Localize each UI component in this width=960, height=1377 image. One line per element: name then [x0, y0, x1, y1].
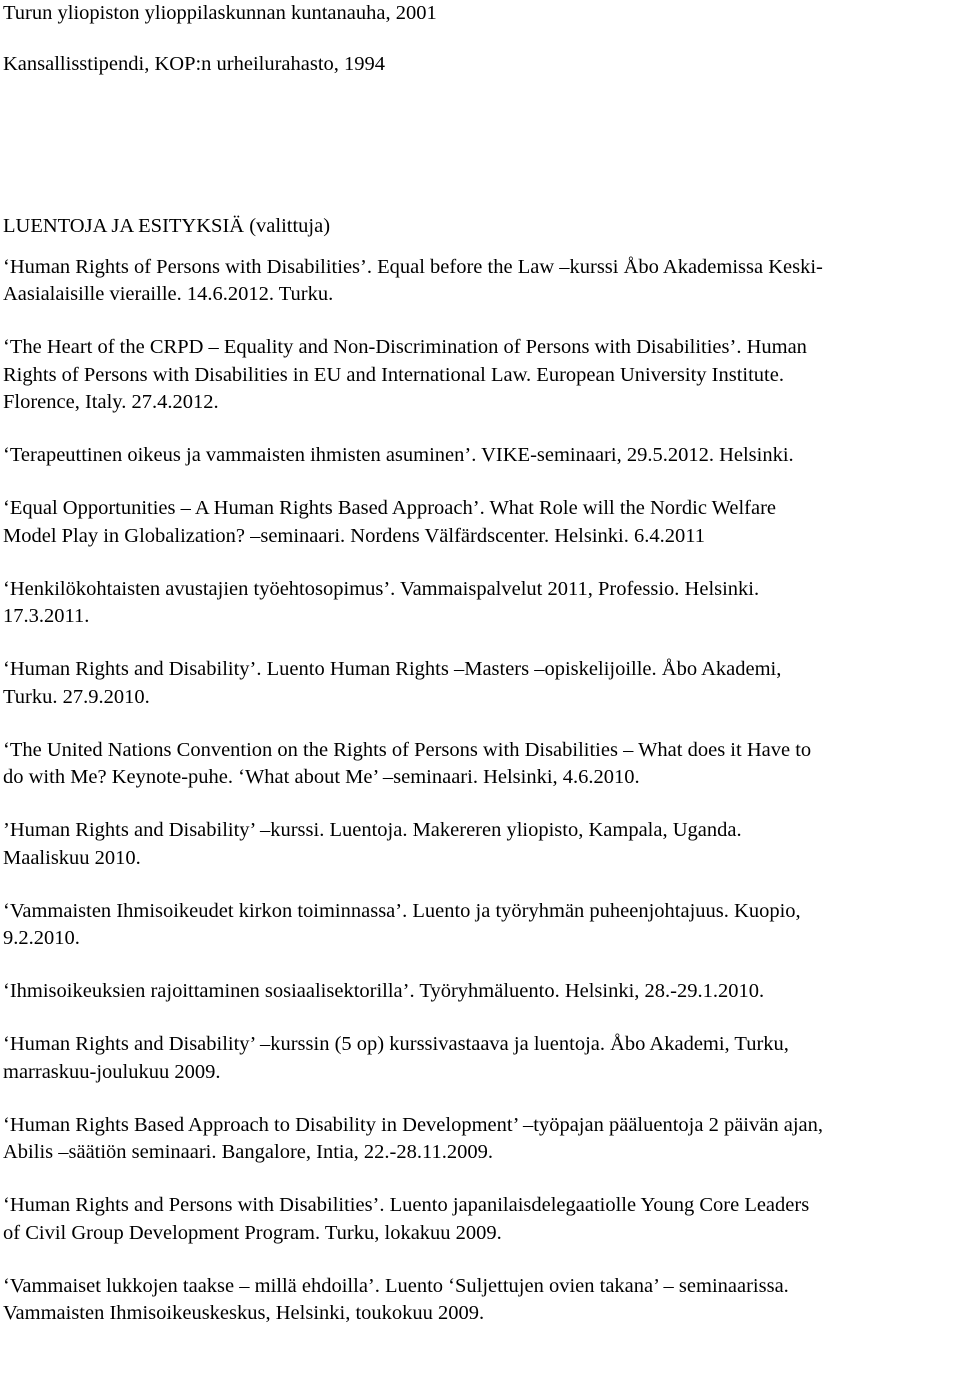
entry-line: ‘Vammaiset lukkojen taakse – millä ehdoilla’. Luento ‘Suljettujen ovien takana’ – seminaarissa.: [3, 1274, 789, 1297]
entry-line: ‘Human Rights Based Approach to Disability in Development’ –työpajan pääluentoja 2 päivän ajan,: [3, 1113, 823, 1136]
lecture-entry: [3, 495, 958, 550]
lecture-entry: [3, 1031, 958, 1086]
document-page: [3, 0, 958, 1353]
entry-line: Model Play in Globalization? –seminaari. Nordens Välfärdscenter. Helsinki. 6.4.2011: [3, 524, 705, 547]
award-line: Turun yliopiston ylioppilaskunnan kuntanauha, 2001: [3, 2, 437, 24]
lecture-entry: [3, 817, 958, 872]
entry-line: Aasialaisille vieraille. 14.6.2012. Turku.: [3, 283, 334, 305]
entry-line: ‘Human Rights of Persons with Disabilities’. Equal before the Law –kurssi Åbo Akademissa Keski-: [3, 255, 823, 278]
lecture-entry: [3, 1273, 958, 1328]
entry-line: ‘Human Rights and Disability’ –kurssin (5 op) kurssivastaava ja luentoja. Åbo Akademi, Turku,: [3, 1033, 789, 1055]
entry-line: ‘Henkilökohtaisten avustajien työehtosopimus’. Vammaispalvelut 2011, Professio. Helsinki.: [3, 577, 760, 600]
entry-line: ‘Ihmisoikeuksien rajoittaminen sosiaalisektorilla’. Työryhmäluento. Helsinki, 28.-29.1.2010.: [3, 980, 765, 1002]
lecture-entry: [3, 656, 958, 711]
lecture-entry: [3, 898, 958, 953]
entry-line: of Civil Group Development Program. Turku, lokakuu 2009.: [3, 1221, 502, 1244]
entry-line: marraskuu-joulukuu 2009.: [3, 1060, 221, 1083]
section-heading: LUENTOJA JA ESITYKSIÄ (valittuja): [3, 215, 331, 237]
entry-line: Florence, Italy. 27.4.2012.: [3, 391, 219, 413]
entry-line: ‘The United Nations Convention on the Rights of Persons with Disabilities – What does it Have to: [3, 738, 812, 761]
lecture-entry: [3, 334, 958, 417]
lecture-entry: [3, 442, 958, 470]
lecture-entry: [3, 737, 958, 792]
entry-line: ’Human Rights and Disability’ –kurssi. Luentoja. Makereren yliopisto, Kampala, Uganda.: [3, 819, 742, 841]
award-line: Kansallisstipendi, KOP:n urheilurahasto, 1994: [3, 52, 386, 75]
entry-line: ‘Human Rights and Persons with Disabilities’. Luento japanilaisdelegaatiolle Young Core Leaders: [3, 1194, 810, 1216]
entry-line: ‘Equal Opportunities – A Human Rights Based Approach’. What Role will the Nordic Welfare: [3, 497, 777, 519]
entry-line: Maaliskuu 2010.: [3, 846, 141, 869]
entry-line: ‘Human Rights and Disability’. Luento Human Rights –Masters –opiskelijoille. Åbo Akademi,: [3, 658, 782, 680]
lecture-entry: [3, 254, 958, 309]
entry-line: Abilis –säätiön seminaari. Bangalore, Intia, 22.-28.11.2009.: [3, 1141, 493, 1163]
lecture-entry: [3, 576, 958, 631]
lecture-entry: [3, 978, 958, 1006]
entry-line: do with Me? Keynote-puhe. ‘What about Me’ –seminaari. Helsinki, 4.6.2010.: [3, 766, 640, 788]
lecture-entry: [3, 1192, 958, 1247]
entry-line: 17.3.2011.: [3, 605, 90, 627]
lecture-entry: [3, 1112, 958, 1167]
entry-line: Rights of Persons with Disabilities in EU and International Law. European University Institute.: [3, 363, 784, 386]
entry-line: Vammaisten Ihmisoikeuskeskus, Helsinki, toukokuu 2009.: [3, 1302, 485, 1324]
entry-line: ‘The Heart of the CRPD – Equality and Non-Discrimination of Persons with Disabilities’. Human: [3, 336, 807, 358]
entry-line: ‘Vammaisten Ihmisoikeudet kirkon toiminnassa’. Luento ja työryhmän puheenjohtajuus. Kuopio,: [3, 899, 801, 922]
entry-line: ‘Terapeuttinen oikeus ja vammaisten ihmisten asuminen’. VIKE-seminaari, 29.5.2012. Helsinki.: [3, 444, 794, 466]
entry-line: 9.2.2010.: [3, 927, 80, 949]
entry-line: Turku. 27.9.2010.: [3, 685, 150, 708]
